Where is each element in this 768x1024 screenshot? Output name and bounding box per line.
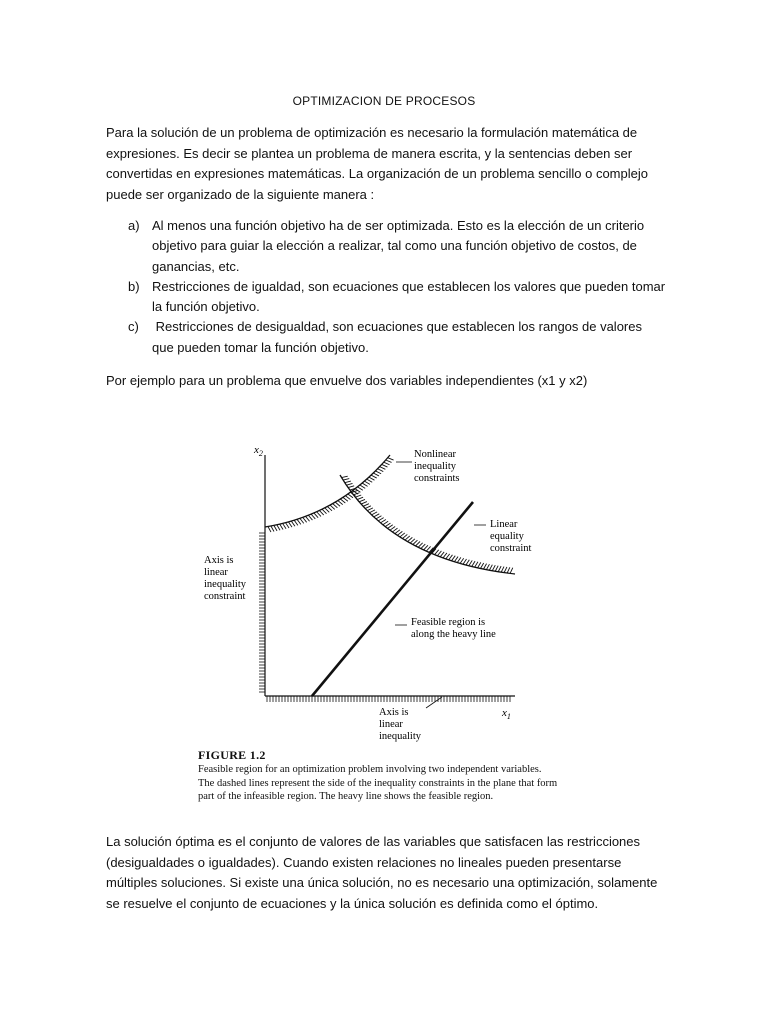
list-item-text: Restricciones de desigualdad, son ecuaciones que establecen los rangos de valores que pueden tomar la función objetivo.: [152, 319, 646, 355]
figure-caption-text: Feasible region for an optimization problem involving two independent variables. The dashed lines represent the side of the inequality constraints in the plane that form part of the infeasible region. The heavy line shows the feasible region.: [198, 764, 558, 802]
svg-text:Feasible region is: Feasible region is: [411, 617, 486, 628]
list-marker: b): [128, 278, 140, 294]
constraint-list: [106, 216, 666, 358]
svg-text:equality: equality: [490, 531, 524, 542]
figure-caption: [198, 749, 558, 803]
nonlinear-constraint-curve-2: [340, 475, 515, 574]
document-title: OPTIMIZACION DE PROCESOS: [292, 94, 476, 108]
svg-text:linear: linear: [379, 719, 403, 730]
svg-text:constraint: constraint: [204, 591, 246, 602]
example-sentence: Por ejemplo para un problema que envuelve dos variables independientes (x1 y x2): [106, 373, 588, 388]
svg-text:Axis is: Axis is: [204, 555, 234, 566]
list-item: [106, 277, 666, 318]
svg-text:Nonlinear: Nonlinear: [414, 449, 456, 460]
annotation-linear-equality: [490, 519, 531, 554]
conclusion-paragraph: La solución óptima es el conjunto de valores de las variables que satisfacen las restricciones (desigualdades o igualdades). Cuando existen relaciones no lineales pueden presentarse múltiples soluciones. Si existe una única solución, no es necesario una optimización, solamente se resuelve el conjunto de ecuaciones y la única solución es definida como el óptimo.: [106, 834, 658, 911]
figure: [190, 435, 558, 835]
svg-text:linear: linear: [204, 567, 228, 578]
y-axis-hatching: [259, 533, 265, 692]
y-axis-label: $x_2$: [254, 444, 263, 458]
svg-text:constraint: constraint: [490, 543, 532, 554]
annotation-nonlinear: [414, 449, 460, 484]
x-axis-hatching: [267, 696, 510, 702]
svg-text:Linear: Linear: [490, 519, 518, 530]
svg-text:inequality: inequality: [379, 731, 421, 742]
list-item: [106, 317, 666, 358]
list-item: [106, 216, 666, 277]
list-marker: c): [128, 319, 139, 335]
svg-text:along the heavy line: along the heavy line: [411, 629, 496, 640]
list-item-text: Restricciones de igualdad, son ecuaciones que establecen los valores que pueden tomar la función objetivo.: [152, 278, 666, 315]
nonlinear-constraint-hatching-1: [268, 458, 394, 532]
svg-text:inequality: inequality: [414, 461, 456, 472]
list-item-text: Al menos una función objetivo ha de ser optimizada. Esto es la elección de un criterio objetivo para guiar la elección a realizar, tal como una función objetivo de costos, de ganancias, etc.: [152, 218, 645, 274]
x-axis-label: $x_1$: [502, 707, 511, 721]
svg-text:Axis is: Axis is: [379, 707, 409, 718]
annotation-axis-y: [204, 555, 247, 602]
figure-number: FIGURE 1.2: [198, 748, 266, 762]
intro-paragraph: Para la solución de un problema de optimización es necesario la formulación matemática de expresiones. Es decir se plantea un problema de manera escrita, y la sentencias deben ser convertidas en expresiones matemáticas. La organización de un problema sencillo o complejo puede ser organizado de la siguiente manera :: [106, 125, 648, 202]
svg-text:constraints: constraints: [414, 473, 460, 484]
nonlinear-constraint-curve-1: [265, 455, 390, 527]
annotation-feasible: [411, 617, 496, 640]
list-marker: a): [128, 218, 140, 233]
svg-text:inequality: inequality: [204, 579, 246, 590]
feasible-heavy-line: [312, 502, 473, 696]
annotation-axis-x: [379, 707, 422, 742]
leader-axis-x: [426, 697, 442, 708]
